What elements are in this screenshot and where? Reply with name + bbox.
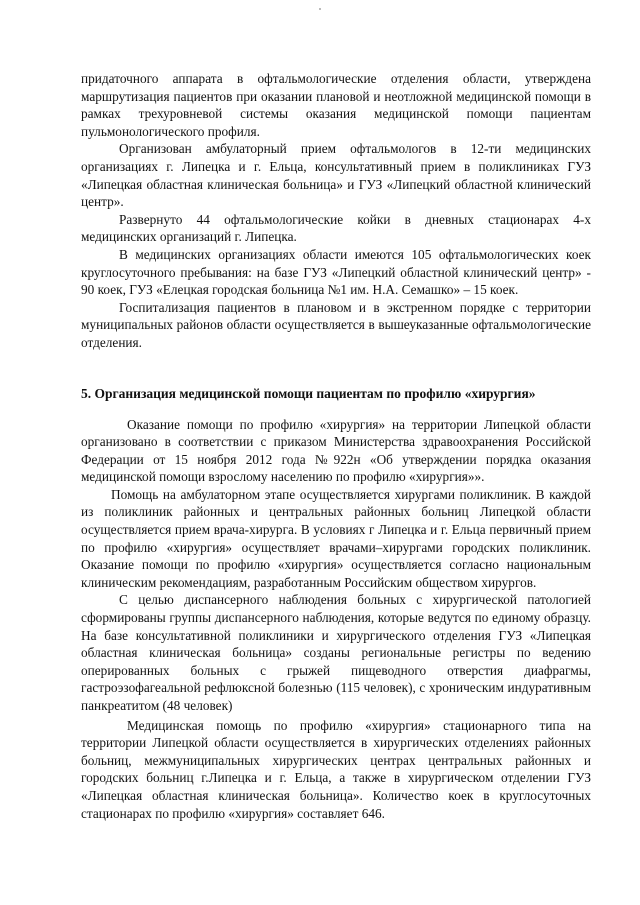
paragraph-ophthalmology-round-clock-beds: В медицинских организациях области имеются 105 офтальмологических коек круглосуточного пребывания: на базе ГУЗ «Липецкий областной клинический центр» - 90 коек, ГУЗ «Елецкая городская больница №1 им. Н.А. Семашко» – 15 коек. xyxy=(81,246,591,298)
document-page xyxy=(81,70,591,822)
paragraph-ophthalmology-hospitalization: Госпитализация пациентов в плановом и в экстренном порядке с территории муниципальных районов области осуществляется в вышеуказанные офтальмологические отделения. xyxy=(81,299,591,350)
paragraph-surgery-order: Оказание помощи по профилю «хирургия» на территории Липецкой области организовано в соответствии с приказом Министерства здравоохранения Российской Федерации от 15 ноября 2012 года №922н «Об утверждении порядка оказания медицинской помощи взрослому населению по профилю «хирургия»». xyxy=(81,416,591,485)
paragraph-surgery-dispensary: С целью диспансерного наблюдения больных с хирургической патологией сформированы группы диспансерного наблюдения, которые ведутся по единому образцу. На базе консультативной поликлиники и хирургического отделения ГУЗ «Липецкая областная клиническая больница» созданы региональные регистры по ведению оперированных больных с грыжей пищеводного отверстия диафрагмы, гастроэзофагеальной рефлюксной болезнью (115 человек), с хроническим индуративным панкреатитом (48 человек) xyxy=(81,592,591,713)
paragraph-ophthalmology-day-beds: Развернуто 44 офтальмологические койки в дневных стационарах 4-х медицинских организаций г. Липецка. xyxy=(81,211,591,245)
paragraph-ophthalmology-routing: придаточного аппарата в офтальмологические отделения области, утверждена маршрутизация пациентов при оказании плановой и неотложной медицинской помощи в рамках трехуровневой системы оказания медицинской помощи пациентам пульмонологического профиля. xyxy=(81,71,591,139)
paragraph-surgery-outpatient: Помощь на амбулаторном этапе осуществляется хирургами поликлиник. В каждой из поликлиник районных и центральных районных больниц Липецкой области осуществляется прием врача-хирурга. В условиях г Липецка и г. Ельца первичный прием по профилю «хирургия» осуществляет врачами–хирургами городских поликлиник. Оказание помощи по профилю «хирургия» осуществляется согласно национальным клиническим рекомендациям, разработанным Российским обществом хирургов. xyxy=(81,486,591,590)
paragraph-ophthalmology-outpatient: Организован амбулаторный прием офтальмологов в 12-ти медицинских организациях г. Липецка и г. Ельца, консультативный прием в поликлиниках ГУЗ «Липецкая областная клиническая больница» и ГУЗ «Липецкий областной клинический центр». xyxy=(81,141,591,210)
section-heading-surgery: 5. Организация медицинской помощи пациентам по профилю «хирургия» xyxy=(81,385,536,401)
scan-artifact-dot xyxy=(319,8,321,10)
paragraph-surgery-inpatient: Медицинская помощь по профилю «хирургия» стационарного типа на территории Липецкой области осуществляется в хирургических отделениях районных больниц, межмуниципальных хирургических центрах центральных районных и городских больниц г.Липецка и г. Ельца, а также в хирургическом отделении ГУЗ «Липецкая областная клиническая больница». Количество коек в круглосуточных стационарах по профилю «хирургия» составляет 646. xyxy=(81,717,591,821)
